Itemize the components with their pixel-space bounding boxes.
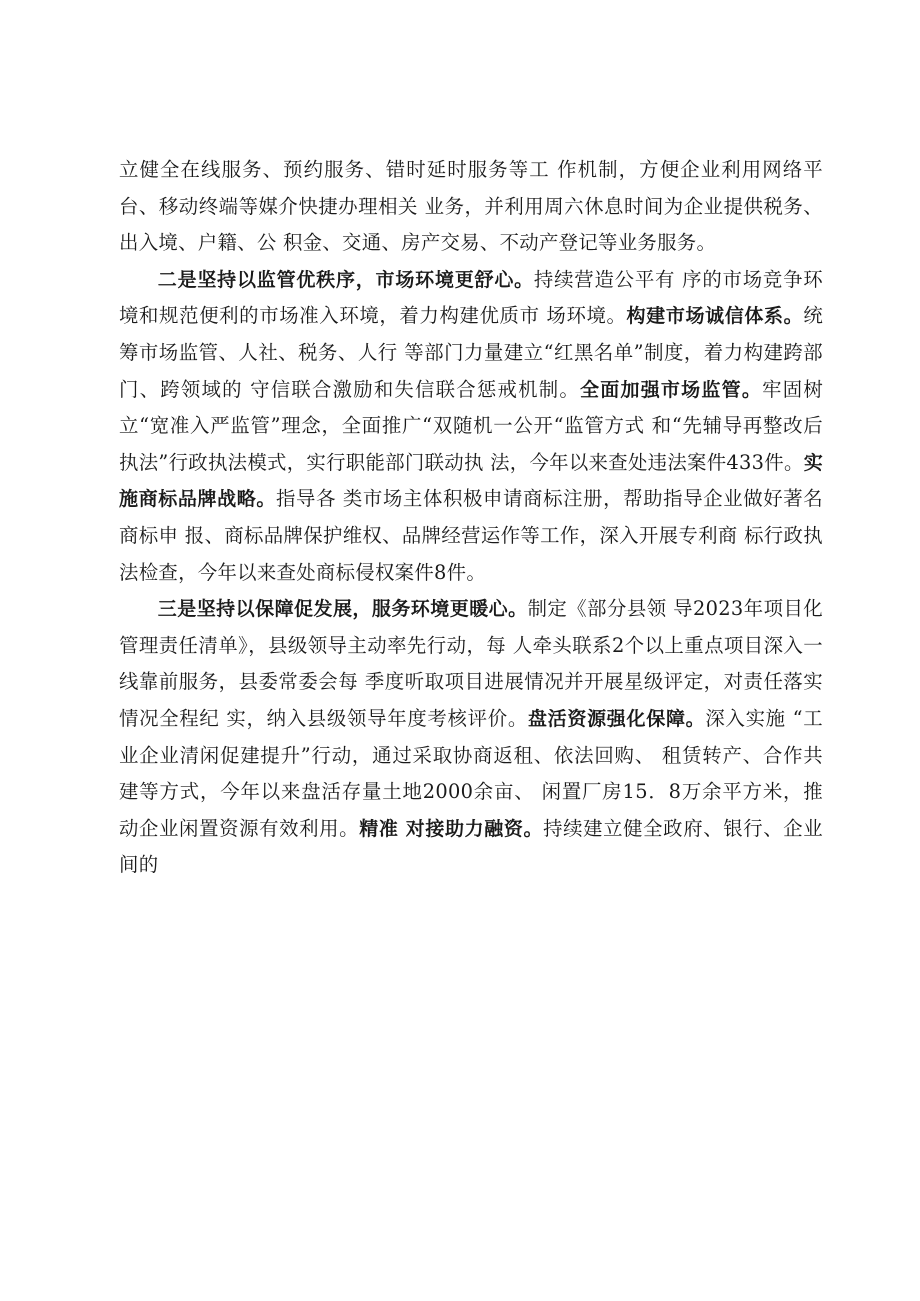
paragraph-2-text-4: 指导各 类市场主体积极申请商标注册，帮助指导企业做好著名商标申 报、商标品牌保护维权、品牌经营运作等工作，深入开展专利商 标行政执法检查，今年以来查处商标侵权案件8件。 xyxy=(119,487,823,584)
paragraph-2-text-2: 统筹市场监管、人社、税务、人行 等部门力量建立“红黑名单”制度，着力构建跨部门、跨领域的 守信联合激励和失信联合惩戒机制。 xyxy=(119,304,824,401)
paragraph-3-text-2: 深入实施 “工业企业清闲促建提升”行动，通过采取协商返租、依法回购、 租赁转产、合作共建等方式，今年以来盘活存量土地2000余亩、 闲置厂房15．8万余平方米，推动企业闲置资源有效利用。 xyxy=(119,706,823,840)
paragraph-3-bold-2: 精准 对接助力融资。 xyxy=(359,817,544,840)
paragraph-3-text-3: 持续建立健全政府、银行、企业间的 xyxy=(119,816,823,877)
paragraph-2-bold-1: 构建市场诚信体系。 xyxy=(626,305,804,328)
paragraph-2-bold-2: 全面加强市场监管。 xyxy=(580,378,763,401)
document-page xyxy=(119,152,823,884)
paragraph-2 xyxy=(119,262,823,591)
paragraph-2-bold-3: 实施商标品牌战略。 xyxy=(119,451,823,511)
paragraph-2-text-1: 持续营造公平有 序的市场竞争环境和规范便利的市场准入环境，着力构建优质市 场环境。 xyxy=(119,267,823,328)
paragraph-3-lead-heading: 三是坚持以保障促发展，服务环境更暖心。 xyxy=(157,598,528,621)
paragraph-3-bold-1: 盘活资源强化保障。 xyxy=(527,707,706,730)
paragraph-3-text-1: 制定《部分县领 导2023年项目化管理责任清单》，县级领导主动率先行动，每 人牵头联系2个以上重点项目深入一线靠前服务，县委常委会每 季度听取项目进展情况并开展星级评定，对责任落实情况全程纪 实，纳入县级领导年度考核评价。 xyxy=(119,597,823,730)
paragraph-1-text: 立健全在线服务、预约服务、错时延时服务等工 作机制，方便企业利用网络平台、移动终端等媒介快捷办理相关 业务，并利用周六休息时间为企业提供税务、出入境、户籍、公 积金、交通、房产交易、不动产登记等业务服务。 xyxy=(119,158,823,255)
paragraph-1 xyxy=(119,152,823,262)
paragraph-3 xyxy=(119,591,823,884)
paragraph-2-lead-heading: 二是坚持以监管优秩序，市场环境更舒心。 xyxy=(157,268,534,291)
paragraph-2-text-3: 牢固树 立“宽准入严监管”理念，全面推广“双随机一公开“监管方式 和“先辅导再整改后执法”行政执法模式，实行职能部门联动执 法，今年以来查处违法案件433件。 xyxy=(119,377,824,474)
